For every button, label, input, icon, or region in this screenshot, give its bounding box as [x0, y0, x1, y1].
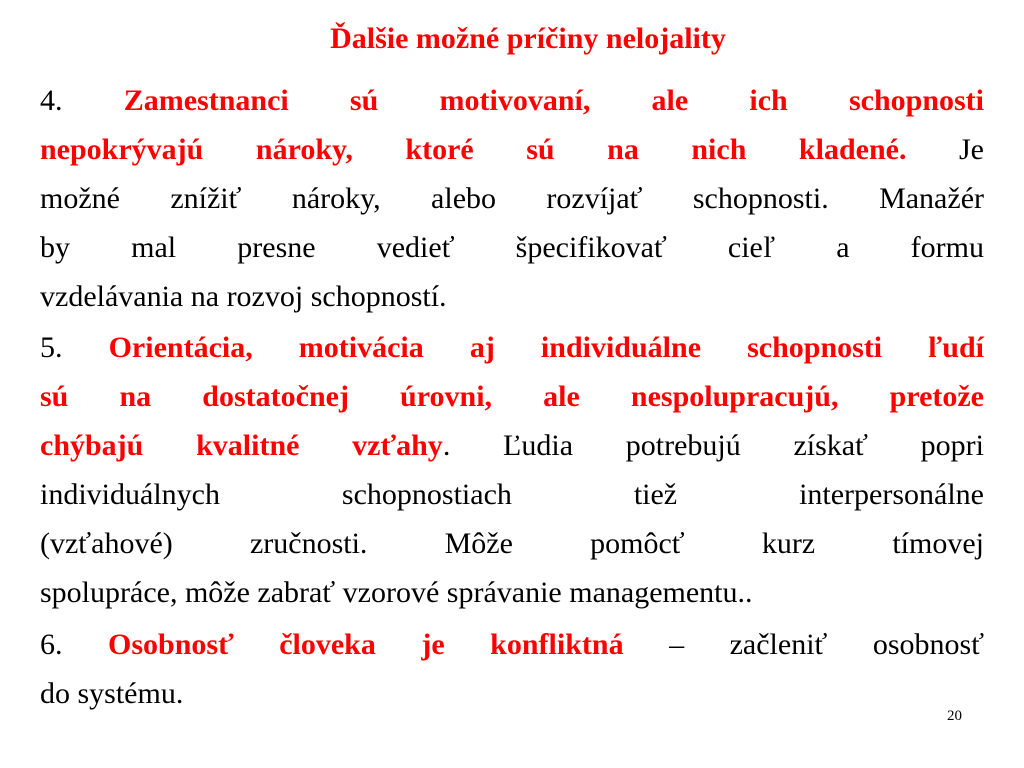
text-line: [40, 421, 984, 470]
text-line: [40, 470, 984, 519]
body-text: 4.: [40, 84, 124, 117]
body-text: Je: [906, 133, 984, 166]
text-line: [40, 76, 984, 125]
body-text: vzdelávania na rozvoj schopností.: [40, 280, 447, 313]
paragraph-item-4: [40, 76, 984, 321]
text-line: [40, 620, 984, 669]
paragraph-item-6: [40, 620, 984, 718]
highlighted-text: nepokrývajú nároky, ktoré sú na nich kladené.: [40, 133, 907, 166]
body-text: by mal presne vedieť špecifikovať cieľ a formu: [40, 231, 984, 264]
highlighted-text: chýbajú kvalitné vzťahy: [40, 429, 443, 462]
body-text: individuálnych schopnostiach tiež interpersonálne: [40, 478, 984, 511]
body-text: – začleniť osobnosť: [623, 628, 985, 661]
body-text: (vzťahové) zručnosti. Môže pomôcť kurz tímovej: [40, 527, 984, 560]
text-line: [40, 568, 984, 617]
page-number: 20: [947, 708, 962, 724]
paragraph-item-5: [40, 323, 984, 617]
text-line: [40, 174, 984, 223]
text-line: [40, 372, 984, 421]
slide-title: Ďalšie možné príčiny nelojality: [330, 22, 726, 55]
highlighted-text: sú na dostatočnej úrovni, ale nespolupracujú, pretože: [40, 380, 984, 413]
text-line: [40, 669, 984, 718]
highlighted-text: Orientácia, motivácia aj individuálne schopnosti ľudí: [108, 331, 984, 364]
highlighted-text: Zamestnanci sú motivovaní, ale ich schopnosti: [123, 84, 984, 117]
text-line: [40, 519, 984, 568]
body-text: 6.: [40, 628, 109, 661]
body-text: 5.: [40, 331, 109, 364]
text-line: [40, 125, 984, 174]
body-text: spolupráce, môže zabrať vzorové správanie managementu..: [40, 576, 753, 609]
body-text: . Ľudia potrebujú získať popri: [442, 429, 984, 462]
highlighted-text: Osobnosť človeka je konfliktná: [108, 628, 624, 661]
text-line: [40, 223, 984, 272]
body-text: možné znížiť nároky, alebo rozvíjať schopnosti. Manažér: [40, 182, 984, 215]
text-line: [40, 323, 984, 372]
body-text: do systému.: [40, 677, 184, 710]
text-line: [40, 272, 984, 321]
